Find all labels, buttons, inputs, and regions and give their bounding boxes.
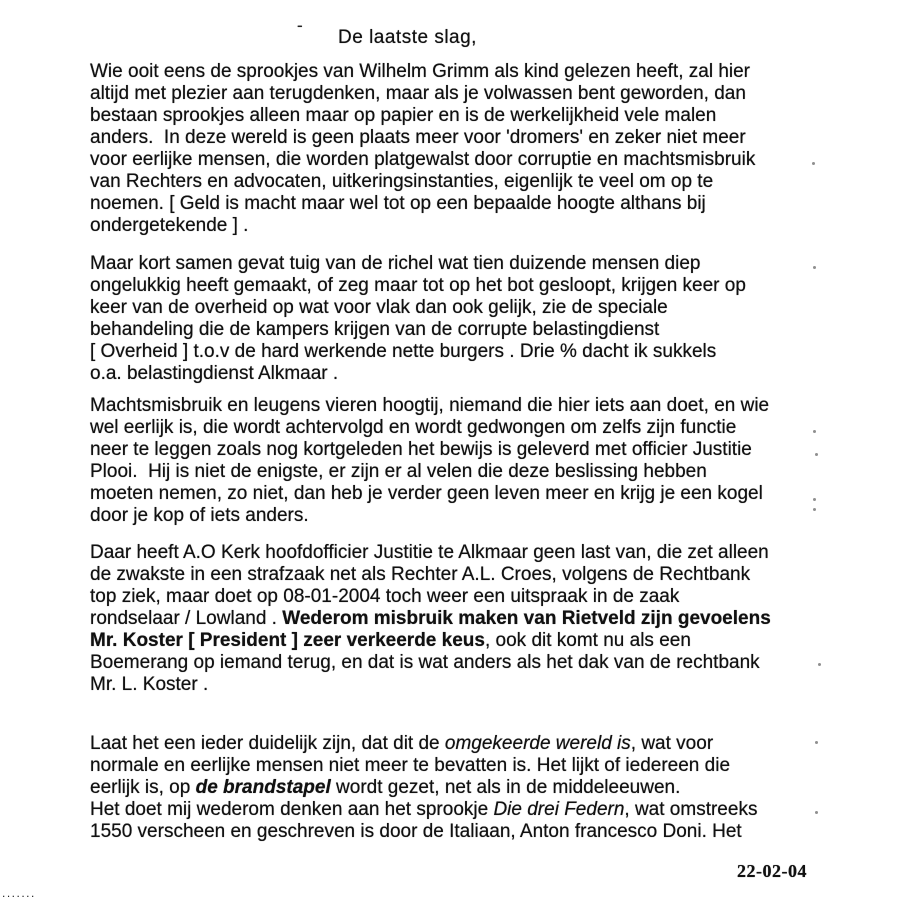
text-segment: moeten nemen, zo niet, dan heb je verder geen leven meer en krijg je een kogel (90, 483, 763, 504)
text-segment: behandeling die de kampers krijgen van de corrupte belastingdienst (90, 319, 660, 340)
text-segment: Machtsmisbruik en leugens vieren hoogtij, niemand die hier iets aan doet, en wie (90, 395, 770, 416)
text-segment: top ziek, maar doet op 08-01-2004 toch weer een uitspraak in de zaak (90, 586, 680, 607)
text-line (90, 799, 830, 821)
text-line (90, 149, 830, 171)
text-segment: omgekeerde wereld is (444, 733, 631, 754)
text-segment: ondergetekende ] . (90, 215, 249, 236)
text-segment: de zwakste in een strafzaak net als Rechter A.L. Croes, volgens de Rechtbank (90, 564, 751, 585)
text-segment: rondselaar / Lowland . (90, 608, 283, 629)
text-segment: o.a. belastingdienst Alkmaar . (90, 363, 339, 384)
text-segment: noemen. [ Geld is macht maar wel tot op een bepaalde hoogte althans bij (90, 193, 706, 214)
text-line (90, 417, 830, 439)
text-line (90, 171, 830, 193)
text-line (90, 755, 830, 777)
text-segment: Boemerang op iemand terug, en dat is wat anders als het dak van de rechtbank (90, 652, 760, 673)
text-segment: door je kop of iets anders. (90, 505, 309, 526)
text-segment: Die drei Federn (493, 799, 625, 820)
scan-speck (812, 162, 815, 165)
text-segment: Wie ooit eens de sprookjes van Wilhelm Grimm als kind gelezen heeft, zal hier (90, 61, 751, 82)
scan-speck (813, 266, 816, 269)
scan-speck (815, 453, 818, 456)
scan-artifact-dots: ....... (2, 886, 36, 900)
text-segment: altijd met plezier aan terugdenken, maar als je volwassen bent geworden, dan (90, 83, 746, 104)
text-segment: wordt gezet, net als in de middeleeuwen. (330, 777, 681, 798)
date-stamp: 22-02-04 (737, 861, 807, 881)
text-line (90, 652, 830, 674)
scan-artifact-dash: - (297, 16, 303, 35)
text-line (90, 821, 830, 843)
scan-speck (813, 508, 816, 511)
text-line (90, 193, 830, 215)
text-line (90, 275, 830, 297)
text-line (90, 215, 830, 237)
text-segment: anders. In deze wereld is geen plaats meer voor 'dromers' en zeker niet meer (90, 127, 746, 148)
scan-speck (815, 811, 818, 814)
paragraph-4 (90, 542, 830, 696)
paragraph-3 (90, 395, 830, 527)
text-line (90, 61, 830, 83)
text-segment: Het doet mij wederom denken aan het sprookje (90, 799, 494, 820)
scan-speck (815, 741, 818, 744)
text-line (90, 297, 830, 319)
scan-speck (818, 663, 821, 666)
text-segment: eerlijk is, op (90, 777, 196, 798)
text-segment: Wederom misbruik maken van Rietveld zijn gevoelens (282, 608, 771, 629)
text-line (90, 542, 830, 564)
text-line (90, 733, 830, 755)
text-segment: van Rechters en advocaten, uitkeringsinstanties, eigenlijk te veel om op te (90, 171, 714, 192)
text-segment: neer te leggen zoals nog kortgeleden het bewijs is geleverd met officier Justitie (90, 439, 752, 460)
text-line (90, 105, 830, 127)
text-segment: , ook dit komt nu als een (484, 630, 691, 651)
text-line (90, 461, 830, 483)
text-line (90, 83, 830, 105)
text-segment: de brandstapel (195, 777, 331, 798)
text-segment: Plooi. Hij is niet de enigste, er zijn er al velen die deze beslissing hebben (90, 461, 707, 482)
document-title: De laatste slag, (338, 27, 477, 48)
text-line (90, 253, 830, 275)
text-segment: , wat omstreeks (624, 799, 758, 820)
text-segment: 1550 verscheen en geschreven is door de Italiaan, Anton francesco Doni. Het (90, 821, 742, 842)
text-line (90, 341, 830, 363)
text-segment: bestaan sprookjes alleen maar op papier en is de werkelijkheid vele malen (90, 105, 717, 126)
text-line (90, 483, 830, 505)
paragraph-5 (90, 733, 830, 843)
text-segment: keer van de overheid op wat voor vlak dan ook gelijk, zie de speciale (90, 297, 668, 318)
text-line (90, 586, 830, 608)
text-line (90, 319, 830, 341)
text-line (90, 363, 830, 385)
text-segment: Mr. Koster [ President ] zeer verkeerde keus (90, 630, 485, 651)
text-line (90, 564, 830, 586)
text-line (90, 127, 830, 149)
text-line (90, 674, 830, 696)
text-line (90, 439, 830, 461)
scan-speck (813, 430, 816, 433)
text-segment: [ Overheid ] t.o.v de hard werkende nette burgers . Drie % dacht ik sukkels (90, 341, 717, 362)
paragraph-1 (90, 61, 830, 237)
text-segment: Daar heeft A.O Kerk hoofdofficier Justitie te Alkmaar geen last van, die zet alleen (90, 542, 769, 563)
text-line (90, 505, 830, 527)
paragraph-2 (90, 253, 830, 385)
text-segment: Mr. L. Koster . (90, 674, 209, 695)
text-line (90, 777, 830, 799)
text-segment: , wat voor (630, 733, 714, 754)
text-line (90, 608, 830, 630)
text-segment: ongelukkig heeft gemaakt, of zeg maar tot op het bot gesloopt, krijgen keer op (90, 275, 746, 296)
text-segment: Laat het een ieder duidelijk zijn, dat dit de (90, 733, 445, 754)
text-segment: normale en eerlijke mensen niet meer te bevatten is. Het lijkt of iedereen die (90, 755, 731, 776)
text-line (90, 395, 830, 417)
text-line (90, 630, 830, 652)
text-segment: voor eerlijke mensen, die worden platgewalst door corruptie en machtsmisbruik (90, 149, 756, 170)
scan-speck (813, 498, 816, 501)
text-segment: Maar kort samen gevat tuig van de richel wat tien duizende mensen diep (90, 253, 701, 274)
text-segment: wel eerlijk is, die wordt achtervolgd en wordt gedwongen om zelfs zijn functie (90, 417, 737, 438)
